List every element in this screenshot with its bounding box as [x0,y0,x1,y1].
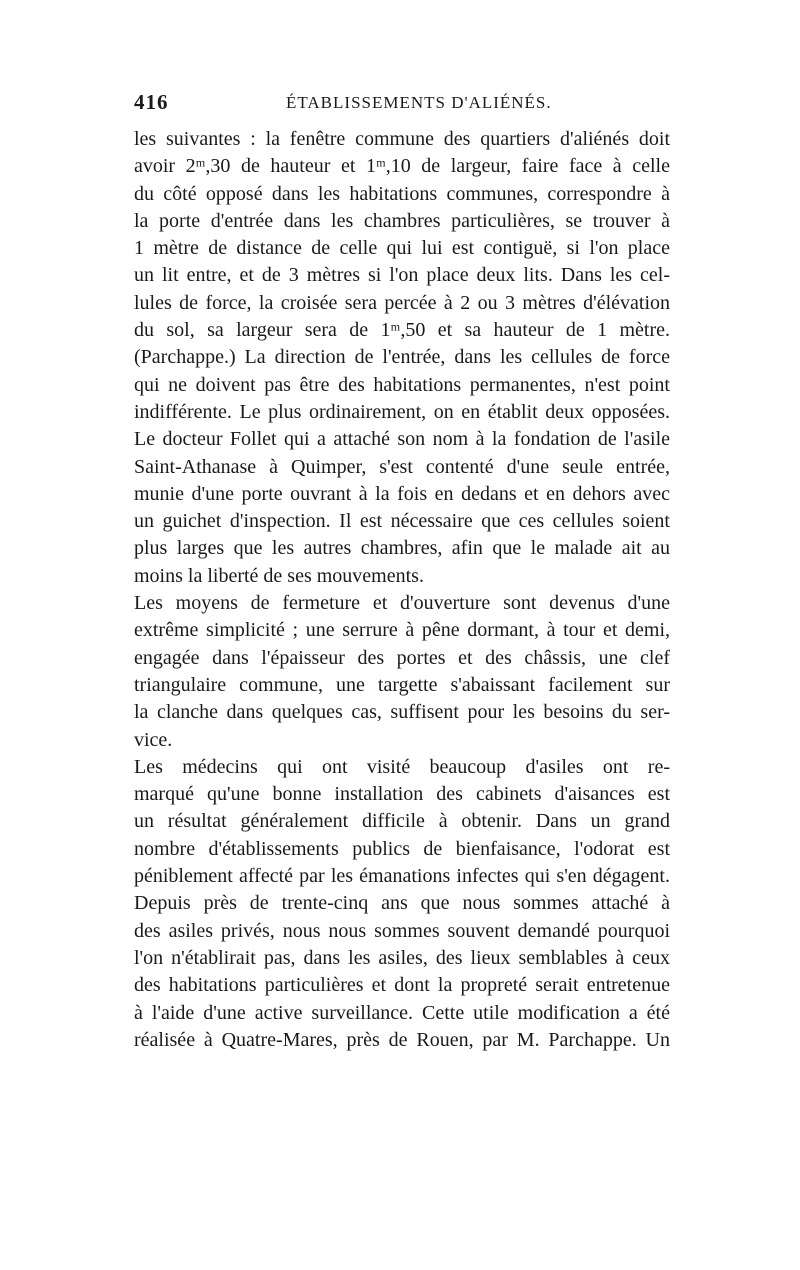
paragraph-1 [134,126,670,590]
text-line: Depuis près de trente-cinq ans que nous sommes attaché à [134,892,670,915]
text-line: marqué qu'une bonne installation des cabinets d'aisances est [134,783,670,806]
text-line: la porte d'entrée dans les chambres particulières, se trouver à [134,209,670,232]
paragraph-3 [134,754,670,1054]
text-line: vice. [134,728,173,751]
text-line: lules de force, la croisée sera percée à 2 ou 3 mètres d'élévation [134,291,670,314]
text-line: Les médecins qui ont visité beaucoup d'asiles ont re- [134,755,670,778]
text-line: engagée dans l'épaisseur des portes et des châssis, une clef [134,646,670,669]
page-number: 416 [134,90,169,114]
text-line: un guichet d'inspection. Il est nécessaire que ces cellules soient [134,510,670,533]
running-head [134,90,670,124]
running-head-title: ÉTABLISSEMENTS D'ALIÉNÉS. [286,93,552,112]
text-line: plus larges que les autres chambres, afin que le malade ait au [134,537,670,560]
text-line: munie d'une porte ouvrant à la fois en dedans et en dehors avec [134,482,670,505]
text-line: la clanche dans quelques cas, suffisent pour les besoins du ser- [134,701,670,724]
text-line: 1 mètre de distance de celle qui lui est contiguë, si l'on place [134,237,670,260]
text-line: réalisée à Quatre-Mares, près de Rouen, par M. Parchappe. Un [134,1028,670,1051]
text-line: l'on n'établirait pas, dans les asiles, des lieux semblables à ceux [134,946,670,969]
text-line: moins la liberté de ses mouvements. [134,564,424,587]
text-line: à l'aide d'une active surveillance. Cette utile modification a été [134,1001,670,1024]
text-line: Saint-Athanase à Quimper, s'est contenté d'une seule entrée, [134,455,670,478]
text-line: du côté opposé dans les habitations communes, correspondre à [134,182,670,205]
text-line: (Parchappe.) La direction de l'entrée, dans les cellules de force [134,346,670,369]
body-text [134,126,670,1054]
text-line: Les moyens de fermeture et d'ouverture sont devenus d'une [134,592,670,615]
text-line: péniblement affecté par les émanations infectes qui s'en dégagent. [134,865,670,888]
text-line: nombre d'établissements publics de bienfaisance, l'odorat est [134,837,670,860]
text-line: des asiles privés, nous nous sommes souvent demandé pourquoi [134,919,670,942]
text-line: un résultat généralement difficile à obtenir. Dans un grand [134,810,670,833]
text-line: Le docteur Follet qui a attaché son nom à la fondation de l'asile [134,428,670,451]
text-line: triangulaire commune, une targette s'abaissant facilement sur [134,673,670,696]
text-line: qui ne doivent pas être des habitations permanentes, n'est point [134,373,670,396]
text-line: un lit entre, et de 3 mètres si l'on place deux lits. Dans les cel- [134,264,670,287]
text-line: avoir 2ᵐ,30 de hauteur et 1ᵐ,10 de largeur, faire face à celle [134,155,670,178]
text-line: indifférente. Le plus ordinairement, on en établit deux opposées. [134,400,670,423]
text-line: des habitations particulières et dont la propreté serait entretenue [134,974,670,997]
text-line: du sol, sa largeur sera de 1ᵐ,50 et sa hauteur de 1 mètre. [134,319,670,342]
paragraph-2 [134,590,670,754]
text-line: extrême simplicité ; une serrure à pêne dormant, à tour et demi, [134,619,670,642]
text-line: les suivantes : la fenêtre commune des quartiers d'aliénés doit [134,128,670,150]
